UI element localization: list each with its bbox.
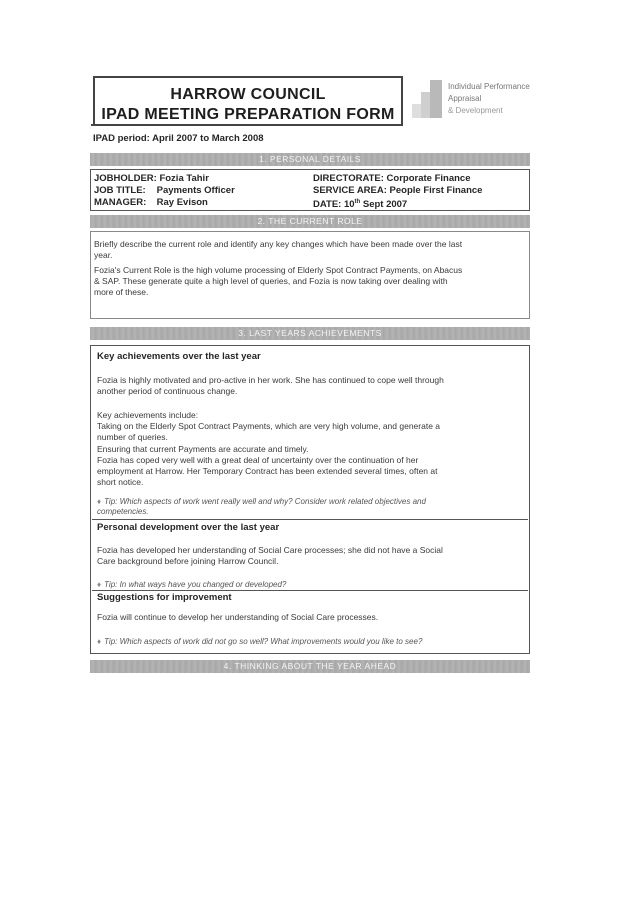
jobholder-row [94,173,209,184]
tip-icon: ♦ [97,497,102,506]
jobtitle-label: JOB TITLE: [94,185,146,196]
list-line-4: Fozia has coped very well with a great deal of uncertainty over the continuation of her [97,454,419,465]
key-achievements-heading: Key achievements over the last year [97,351,261,362]
jobtitle-row [94,185,235,196]
improvement-heading: Suggestions for improvement [97,592,232,603]
current-role-body [94,265,524,299]
intro-line-2: another period of continuous change. [97,386,238,397]
logo-text [448,81,530,117]
title-box [93,76,403,126]
tip-line-2: competencies. [97,507,149,516]
directorate-row [313,173,470,184]
divider-2 [92,590,528,591]
list-intro: Key achievements include: [97,410,199,420]
tip-icon: ♦ [97,637,102,646]
achievements-list [97,410,527,488]
improvement-tip-text: Tip: Which aspects of work did not go so well? What improvements would you like to see? [104,637,423,646]
jobtitle-value: Payments Officer [156,185,235,196]
section-1-bar: 1. PERSONAL DETAILS [90,153,530,166]
title-underline [91,124,401,126]
jobholder-label: JOBHOLDER: [94,173,157,184]
date-suffix: th [354,199,361,205]
logo-line-2: Appraisal [448,94,482,103]
manager-row [94,197,208,208]
dev-line-2: Care background before joining Harrow Council. [97,556,279,567]
service-row [313,185,482,196]
manager-label: MANAGER: [94,197,147,208]
date-day: 10 [343,199,355,211]
improvement-body: Fozia will continue to develop her understanding of Social Care processes. [97,612,379,622]
date-row [313,197,407,210]
ipad-period: IPAD period: April 2007 to March 2008 [93,133,264,144]
dev-line-1: Fozia has developed her understanding of Social Care processes; she did not have a Social [97,545,443,555]
personal-development-tip [97,580,286,589]
divider-1 [92,519,528,520]
logo-line-3: & Development [448,106,503,115]
manager-value: Ray Evison [156,197,208,208]
form-title: IPAD MEETING PREPARATION FORM [101,106,395,123]
role-line-3: more of these. [94,287,149,298]
ipad-logo-icon [412,80,442,118]
tip-line-1: Tip: Which aspects of work went really well and why? Consider work related objectives and [104,497,426,506]
role-line-2: & SAP. These generate quite a high level of queries, and Fozia is now taking over dealing with [94,276,448,287]
logo-line-1: Individual Performance [448,82,530,91]
council-name: HARROW COUNCIL [170,86,326,103]
list-line-5: employment at Harrow. Her Temporary Contract has been extended several times, often at [97,466,438,477]
date-label: DATE: [313,199,342,211]
directorate-value: Corporate Finance [386,173,471,184]
current-role-prompt [94,239,524,261]
dev-tip-text: Tip: In what ways have you changed or developed? [104,580,287,589]
directorate-label: DIRECTORATE: [313,173,384,184]
intro-line-1: Fozia is highly motivated and pro-active in her work. She has continued to cope well through [97,375,444,385]
list-line-2: number of queries. [97,432,168,443]
list-line-6: short notice. [97,477,144,488]
section-3-bar: 3. LAST YEARS ACHIEVEMENTS [90,327,530,340]
personal-development-heading: Personal development over the last year [97,522,280,533]
achievements-tip [97,497,426,517]
personal-development-body [97,545,527,567]
role-line-1: Fozia's Current Role is the high volume processing of Elderly Spot Contract Payments, on Abacus [94,265,463,275]
jobholder-value: Fozia Tahir [159,173,209,184]
prompt-line-2: year. [94,250,113,261]
date-rest: Sept 2007 [362,199,408,211]
service-value: People First Finance [389,185,483,196]
section-4-bar: 4. THINKING ABOUT THE YEAR AHEAD [90,660,530,673]
improvement-tip [97,637,422,646]
tip-icon: ♦ [97,580,102,589]
list-line-1: Taking on the Elderly Spot Contract Payments, which are very high volume, and generate a [97,421,441,432]
service-label: SERVICE AREA: [313,185,387,196]
personal-details-box [90,169,530,211]
list-line-3: Ensuring that current Payments are accurate and timely. [97,443,309,454]
achievements-intro [97,375,527,397]
prompt-line-1: Briefly describe the current role and identify any key changes which have been made over the last [94,239,463,249]
section-2-bar: 2. THE CURRENT ROLE [90,215,530,228]
